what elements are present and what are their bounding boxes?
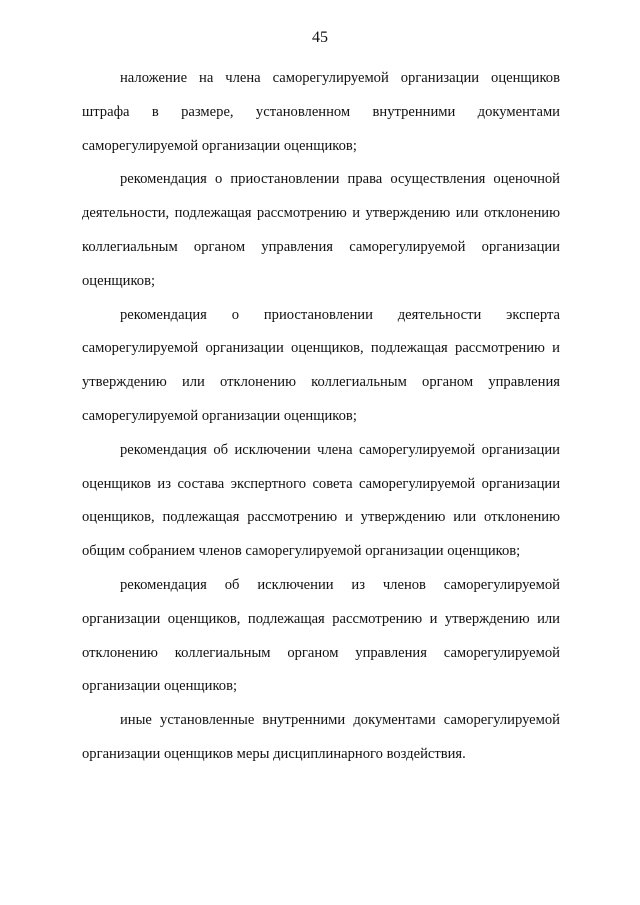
page-number: 45 (312, 29, 328, 46)
paragraph-other-measures: иные установленные внутренними документами саморегулируемой организации оценщиков меры дисциплинарного воздействия. (82, 712, 560, 762)
paragraph-fine: наложение на члена саморегулируемой организации оценщиков штрафа в размере, установленном внутренними документами саморегулируемой организации оценщиков; (82, 70, 560, 154)
paragraph-suspend-expert-activity: рекомендация о приостановлении деятельности эксперта саморегулируемой организации оценщиков, подлежащая рассмотрению и утверждению или отклонению коллегиальным органом управления саморегулируемой организации оценщиков; (82, 306, 560, 424)
paragraph-exclude-from-expert-council: рекомендация об исключении члена саморегулируемой организации оценщиков из состава экспертного совета саморегулируемой организации оценщиков, подлежащая рассмотрению и утверждению или отклонению общим собранием членов саморегулируемой организации оценщиков; (82, 441, 560, 560)
paragraph-suspend-valuation-right: рекомендация о приостановлении права осуществления оценочной деятельности, подлежащая рассмотрению и утверждению или отклонению коллегиальным органом управления саморегулируемой организации оценщиков; (82, 171, 560, 289)
document-body (82, 62, 560, 772)
paragraph-exclude-from-members: рекомендация об исключении из членов саморегулируемой организации оценщиков, подлежащая рассмотрению и утверждению или отклонению коллегиальным органом управления саморегулируемой организации оценщиков; (82, 576, 560, 695)
